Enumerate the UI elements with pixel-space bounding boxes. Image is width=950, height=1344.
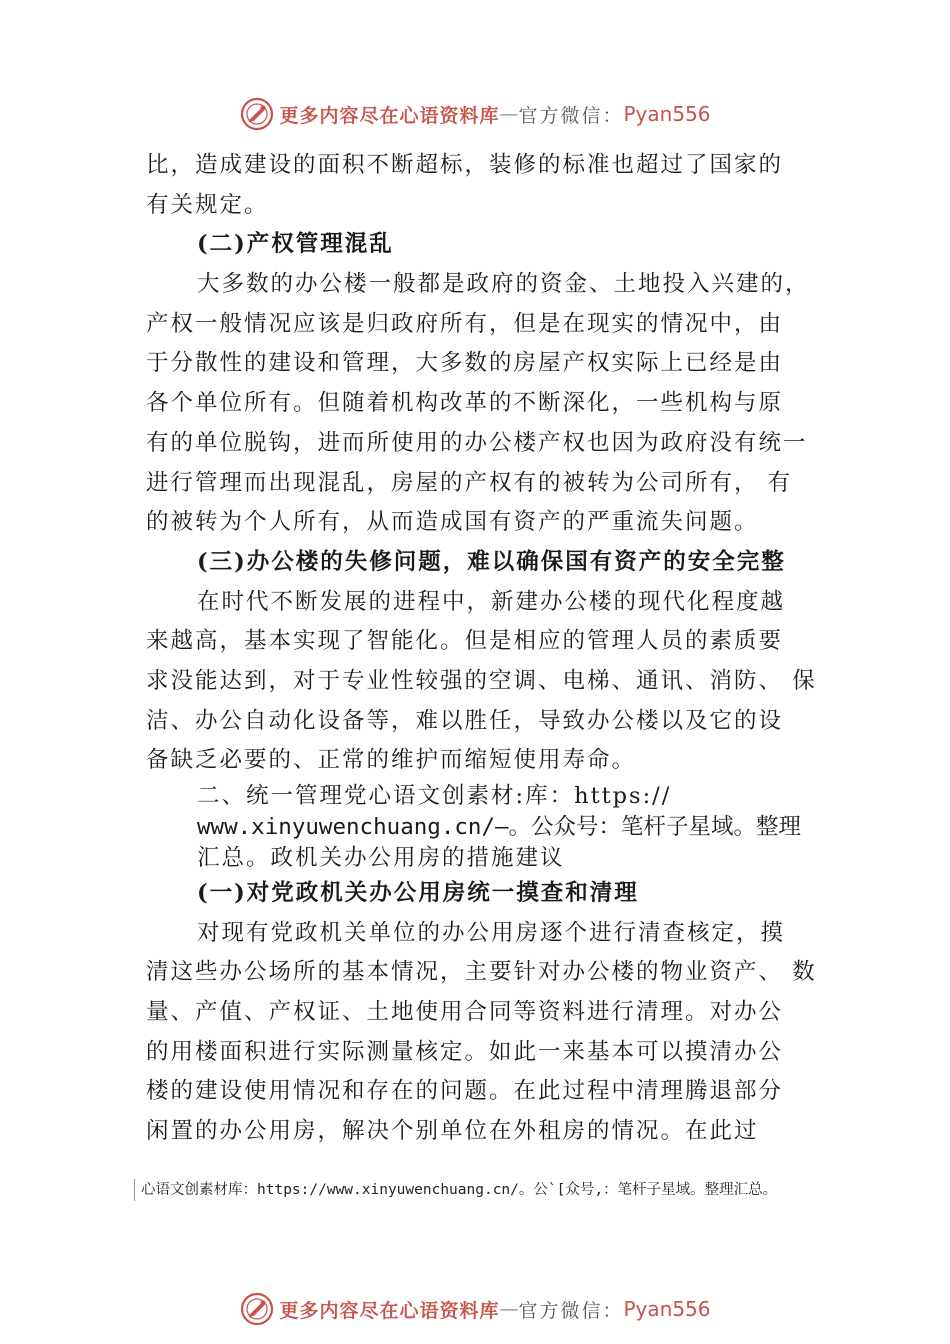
body-line: 进行管理而出现混乱，房屋的产权有的被转为公司所有， 有	[146, 469, 793, 496]
red-seal-logo-icon	[239, 1291, 275, 1327]
red-seal-logo-icon	[239, 96, 275, 132]
body-line: 比，造成建设的面积不断超标，装修的标准也超过了国家的	[146, 152, 784, 178]
body-line: 大多数的办公楼一般都是政府的资金、土地投入兴建的，	[197, 271, 810, 298]
body-line: 洁、办公自动化设备等，难以胜任，导致办公楼以及它的设	[146, 707, 784, 734]
body-line: 产权一般情况应该是归政府所有，但是在现实的情况中，由	[146, 310, 784, 337]
header-banner	[0, 94, 950, 134]
body-line: 各个单位所有。但随着机构改革的不断深化，一些机构与原	[146, 390, 784, 417]
document-body	[146, 146, 836, 1152]
body-line: 有关规定。	[146, 191, 269, 218]
body-line: 的被转为个人所有，从而造成国有资产的严重流失问题。	[146, 509, 759, 536]
banner-separator: —	[499, 103, 519, 125]
section-heading: (一)对党政机关办公用房统一摸查和清理	[197, 880, 639, 906]
watermark-line: 汇总。政机关办公用房的措施建议	[197, 845, 565, 871]
section-heading: (三)办公楼的失修问题，难以确保国有资产的安全完整	[197, 548, 786, 575]
footer-banner	[0, 1289, 950, 1329]
banner-wechat-id: Pyan556	[623, 102, 711, 126]
body-line: 闲置的办公用房，解决个别单位在外租房的情况。在此过	[146, 1118, 759, 1145]
body-line: 对现有党政机关单位的办公用房逐个进行清查核定，摸	[197, 919, 786, 946]
body-line: 楼的建设使用情况和存在的问题。在此过程中清理腾退部分	[146, 1078, 784, 1105]
banner-title: 更多内容尽在心语资料库	[279, 104, 500, 127]
body-line: 于分散性的建设和管理，大多数的房屋产权实际上已经是由	[146, 350, 784, 377]
banner-separator: —	[499, 1298, 519, 1320]
body-line: 备缺乏必要的、正常的维护而缩短使用寿命。	[146, 747, 637, 774]
body-line: 来越高，基本实现了智能化。但是相应的管理人员的素质要	[146, 628, 784, 655]
body-line: 在时代不断发展的进程中，新建办公楼的现代化程度越	[197, 588, 786, 615]
banner-wechat-label: 官方微信：	[518, 1299, 624, 1322]
banner-wechat-id: Pyan556	[623, 1297, 711, 1321]
body-line: 清这些办公场所的基本情况，主要针对办公楼的物业资产、 数	[146, 959, 817, 986]
body-line: 量、产值、产权证、土地使用合同等资料进行清理。对办公	[146, 999, 784, 1026]
section-heading-watermark: 二、统一管理党心语文创素材:库：https://	[197, 783, 672, 809]
banner-title: 更多内容尽在心语资料库	[279, 1299, 500, 1322]
body-line: 的用楼面积进行实际测量核定。如此一来基本可以摸清办公	[146, 1038, 784, 1065]
watermark-line: www.xinyuwenchuang.cn/—。公众号：笔杆子星域。整理	[197, 814, 802, 840]
section-heading: (二)产权管理混乱	[197, 231, 394, 258]
body-line: 求没能达到，对于专业性较强的空调、电梯、通讯、消防、 保	[146, 667, 817, 694]
body-line: 有的单位脱钩，进而所使用的办公楼产权也因为政府没有统一	[146, 429, 808, 456]
footer-watermark-note: 心语文创素材库：https://www.xinyuwenchuang.cn/。公`[众号,：笔杆子星域。整理汇总。	[134, 1179, 777, 1201]
banner-wechat-label: 官方微信：	[518, 104, 624, 127]
